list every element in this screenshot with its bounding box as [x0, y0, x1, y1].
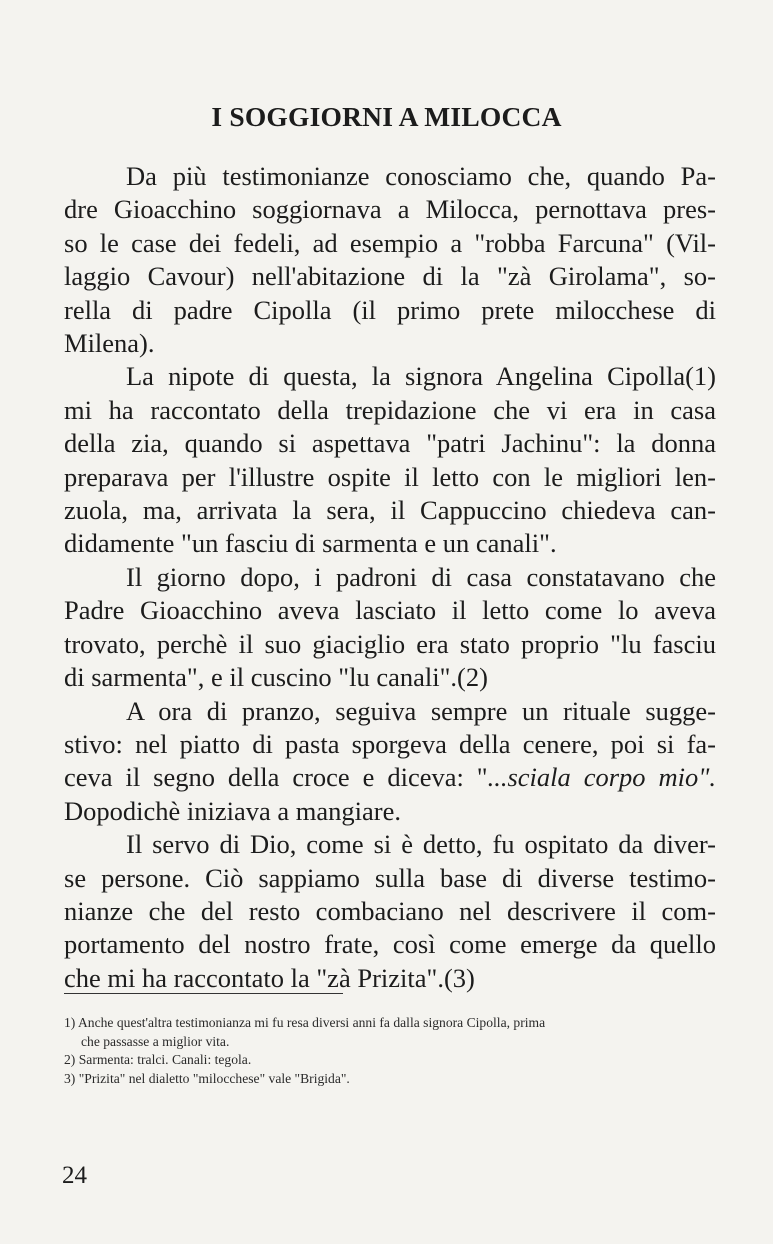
italic-quote: ...sciala corpo mio".	[487, 762, 716, 793]
text-line: dre Gioacchino soggiornava a Milocca, pernottava pres-	[64, 194, 716, 225]
text-line: stivo: nel piatto di pasta sporgeva della cenere, poi si fa-	[64, 728, 716, 759]
text-line: Dopodichè iniziava a mangiare.	[64, 795, 401, 826]
text-line: nianze che del resto combaciano nel descrivere il com-	[64, 895, 716, 926]
text-line: La nipote di questa, la signora Angelina Cipolla(1)	[126, 361, 716, 392]
body-text	[64, 160, 716, 995]
text-line: Padre Gioacchino aveva lasciato il letto come lo aveva	[64, 595, 716, 626]
text-line: didamente "un fasciu di sarmenta e un canali".	[64, 528, 557, 559]
text-line: Da più testimonianze conosciamo che, quando Pa-	[126, 161, 716, 191]
footnote-line: 2) Sarmenta: tralci. Canali: tegola.	[64, 1052, 252, 1067]
footnote-line: 1) Anche quest'altra testimonianza mi fu resa diversi anni fa dalla signora Cipolla, prima	[64, 1015, 546, 1030]
chapter-title: I SOGGIORNI A MILOCCA	[211, 101, 562, 132]
text-line: laggio Cavour) nell'abitazione di la "zà Girolama", so-	[64, 261, 716, 292]
text-line: se persone. Ciò sappiamo sulla base di diverse testimo-	[64, 862, 716, 893]
text-line: rella di padre Cipolla (il primo prete milocchese di	[64, 294, 716, 325]
text-line: di sarmenta", e il cuscino "lu canali".(2)	[64, 662, 488, 693]
text-line: A ora di pranzo, seguiva sempre un rituale sugge-	[126, 695, 716, 726]
text-line: mi ha raccontato della trepidazione che vi era in casa	[64, 394, 716, 425]
text-line: Il giorno dopo, i padroni di casa constatavano che	[126, 561, 716, 592]
text-line: portamento del nostro frate, così come emerge da quello	[64, 929, 716, 960]
footnote-line: che passasse a miglior vita.	[81, 1033, 230, 1049]
text-line: trovato, perchè il suo giaciglio era stato proprio "lu fasciu	[64, 628, 716, 659]
footnote-divider	[64, 993, 343, 994]
text-line: ceva il segno della croce e diceva: "...sciala corpo mio".	[64, 762, 716, 793]
text-line: zuola, ma, arrivata la sera, il Cappuccino chiedeva can-	[64, 495, 716, 526]
page-number: 24	[62, 1162, 87, 1189]
text-line: Milena).	[64, 328, 155, 359]
text-line: Il servo di Dio, come si è detto, fu ospitato da diver-	[126, 829, 716, 860]
text-line: so le case dei fedeli, ad esempio a "robba Farcuna" (Vil-	[64, 227, 716, 258]
text-line: della zia, quando si aspettava "patri Jachinu": la donna	[64, 428, 716, 459]
text-line: che mi ha raccontato la "zà Prizita".(3)	[64, 962, 475, 993]
footnotes	[64, 1014, 716, 1088]
text-line: preparava per l'illustre ospite il letto con le migliori len-	[64, 461, 716, 492]
footnote-line: 3) "Prizita" nel dialetto "milocchese" vale "Brigida".	[64, 1070, 350, 1086]
